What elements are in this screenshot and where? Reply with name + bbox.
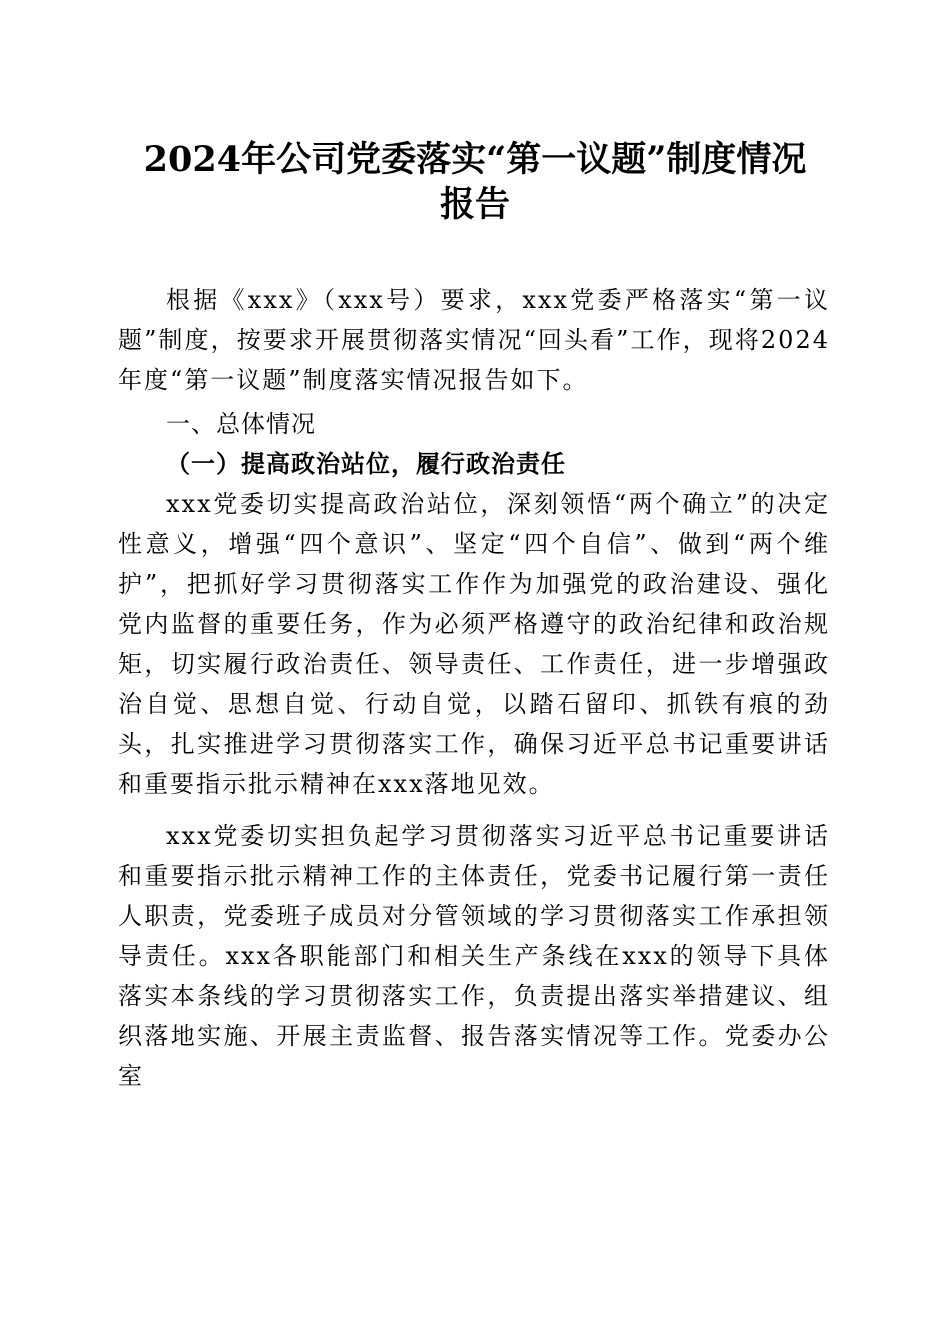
- spacer: [118, 804, 830, 816]
- body-paragraph-1: xxx党委切实提高政治站位，深刻领悟“两个确立”的决定性意义，增强“四个意识”、坚定“四个自信”、做到“两个维护”，把抓好学习贯彻落实工作作为加强党的政治建设、强化党内监督的重要任务，作为必须严格遵守的政治纪律和政治规矩，切实履行政治责任、领导责任、工作责任，进一步增强政治自觉、思想自觉、行动自觉，以踏石留印、抓铁有痕的劲头，扎实推进学习贯彻落实工作，确保习近平总书记重要讲话和重要指示批示精神在xxx落地见效。: [118, 490, 830, 798]
- section-heading-overall: 一、总体情况: [166, 410, 316, 438]
- title-line-1: 2024年公司党委落实“第一议题”制度情况: [143, 139, 807, 180]
- title-line-2: 报告: [439, 184, 510, 225]
- document-body: [118, 280, 830, 1096]
- body-paragraph-2: xxx党委切实担负起学习贯彻落实习近平总书记重要讲话和重要指示批示精神工作的主体责任，党委书记履行第一责任人职责，党委班子成员对分管领域的学习贯彻落实工作承担领导责任。xxx各职能部门和相关生产条线在xxx的领导下具体落实本条线的学习贯彻落实工作，负责提出落实举措建议、组织落地实施、开展主责监督、报告落实情况等工作。党委办公室: [118, 822, 830, 1090]
- intro-paragraph: 根据《xxx》（xxx号）要求，xxx党委严格落实“第一议题”制度，按要求开展贯彻落实情况“回头看”工作，现将2024年度“第一议题”制度落实情况报告如下。: [118, 286, 830, 394]
- subsection-heading-political: （一）提高政治站位，履行政治责任: [166, 449, 566, 478]
- document-title: [100, 137, 850, 227]
